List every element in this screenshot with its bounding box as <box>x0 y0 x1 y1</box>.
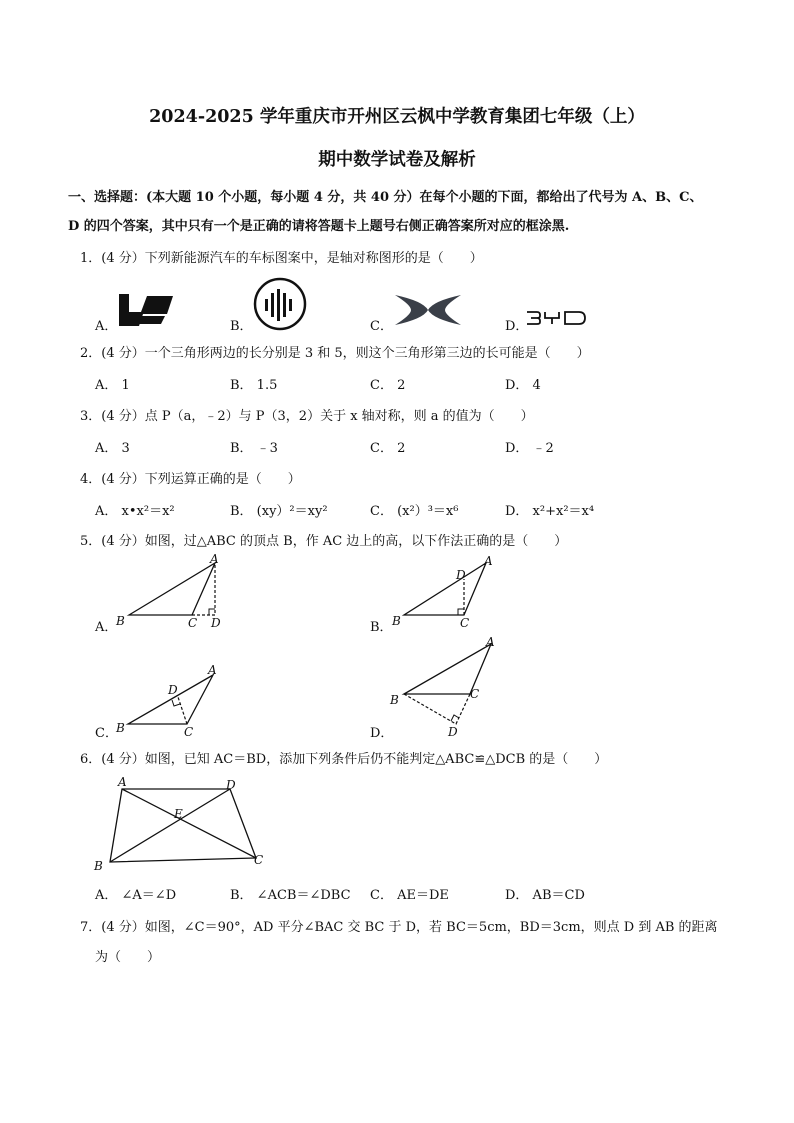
q5c-label-d: D <box>168 683 178 697</box>
q5d-label-a: A <box>486 635 495 649</box>
q5d-label-c: C <box>470 687 480 701</box>
q6-stem: 6．(4 分）如图，已知 AC＝BD，添加下列条件后仍不能判定△ABC≌△DCB 的是（ ） <box>80 752 608 767</box>
paper-title-line1: 2024-2025 学年重庆市开州区云枫中学教育集团七年级（上） <box>149 107 645 127</box>
q5a-label-b: B <box>116 614 125 628</box>
logo-a-image <box>117 290 175 328</box>
q5-option-d: D． <box>370 726 394 741</box>
q5-figure-a <box>112 553 232 633</box>
q4-option-b: B． (xy）²＝xy² <box>230 504 328 519</box>
q6-label-c: C <box>254 853 264 867</box>
q5c-label-c: C <box>184 725 194 739</box>
q2-option-d: D． 4 <box>505 378 541 393</box>
q6-figure <box>88 774 278 874</box>
q2-option-a: A． 1 <box>95 378 130 393</box>
q2-option-b: B． 1.5 <box>230 378 278 393</box>
q7-stem-line1: 7．(4 分）如图，∠C＝90°，AD 平分∠BAC 交 BC 于 D，若 BC＝5cm，BD＝3cm，则点 D 到 AB 的距离 <box>80 920 718 935</box>
q3-stem: 3．(4 分）点 P（a，﹣2）与 P（3，2）关于 x 轴对称，则 a 的值为（ ） <box>80 409 534 424</box>
q6-label-a: A <box>118 775 127 789</box>
logo-d-image <box>525 309 587 327</box>
q1-option-a: A． <box>95 319 118 334</box>
q5-option-a: A． <box>95 620 118 635</box>
q5-figure-c <box>112 660 232 740</box>
q2-option-c: C． 2 <box>370 378 406 393</box>
q5d-label-b: B <box>390 693 399 707</box>
q5-option-c: C． <box>95 726 118 741</box>
q5-option-b: B． <box>370 620 393 635</box>
section-header-line1: 一、选择题：(本大题 10 个小题，每小题 4 分，共 40 分）在每个小题的下面，都给出了代号为 A、B、C、 <box>68 190 703 205</box>
q5b-label-b: B <box>392 614 401 628</box>
q5a-label-d: D <box>211 616 221 630</box>
q5b-label-c: C <box>460 616 470 630</box>
q3-option-d: D． ﹣2 <box>505 441 554 456</box>
q6-label-e: E <box>174 807 183 821</box>
q6-option-b: B． ∠ACB＝∠DBC <box>230 888 351 903</box>
q6-label-b: B <box>94 859 103 873</box>
q1-stem: 1．(4 分）下列新能源汽车的车标图案中，是轴对称图形的是（ ） <box>80 251 483 266</box>
q5-figure-d <box>388 632 508 737</box>
q5b-label-a: A <box>484 554 493 568</box>
q4-option-d: D． x²+x²＝x⁴ <box>505 504 595 519</box>
q7-stem-line2: 为（ ） <box>95 950 161 965</box>
q3-option-c: C． 2 <box>370 441 406 456</box>
q5c-label-a: A <box>208 663 217 677</box>
q5a-label-a: A <box>210 553 219 566</box>
section-header-line2: D 的四个答案，其中只有一个是正确的请将答题卡上题号右侧正确答案所对应的框涂黑. <box>68 219 570 234</box>
q6-option-d: D． AB＝CD <box>505 888 585 903</box>
q3-option-a: A． 3 <box>95 441 130 456</box>
q3-option-b: B． ﹣3 <box>230 441 278 456</box>
q5c-label-b: B <box>116 721 125 735</box>
q4-option-c: C． (x²）³＝x⁶ <box>370 504 459 519</box>
q6-label-d: D <box>226 778 236 792</box>
q5b-label-d: D <box>456 568 466 582</box>
q1-option-d: D． <box>505 319 529 334</box>
q6-option-c: C． AE＝DE <box>370 888 449 903</box>
q5-figure-b <box>388 553 508 633</box>
q1-option-b: B． <box>230 319 253 334</box>
logo-c-image <box>393 293 463 327</box>
q5-stem: 5．(4 分）如图，过△ABC 的顶点 B，作 AC 边上的高，以下作法正确的是（ ） <box>80 534 568 549</box>
q2-stem: 2．(4 分）一个三角形两边的长分别是 3 和 5，则这个三角形第三边的长可能是（ ） <box>80 346 590 361</box>
logo-b-image <box>253 277 307 331</box>
q1-option-c: C． <box>370 319 393 334</box>
q4-stem: 4．(4 分）下列运算正确的是（ ） <box>80 472 301 487</box>
q5d-label-d: D <box>448 725 458 737</box>
q4-option-a: A． x•x²＝x² <box>95 504 175 519</box>
q6-option-a: A． ∠A＝∠D <box>95 888 177 903</box>
q5a-label-c: C <box>188 616 198 630</box>
paper-title-line2: 期中数学试卷及解析 <box>318 150 476 170</box>
